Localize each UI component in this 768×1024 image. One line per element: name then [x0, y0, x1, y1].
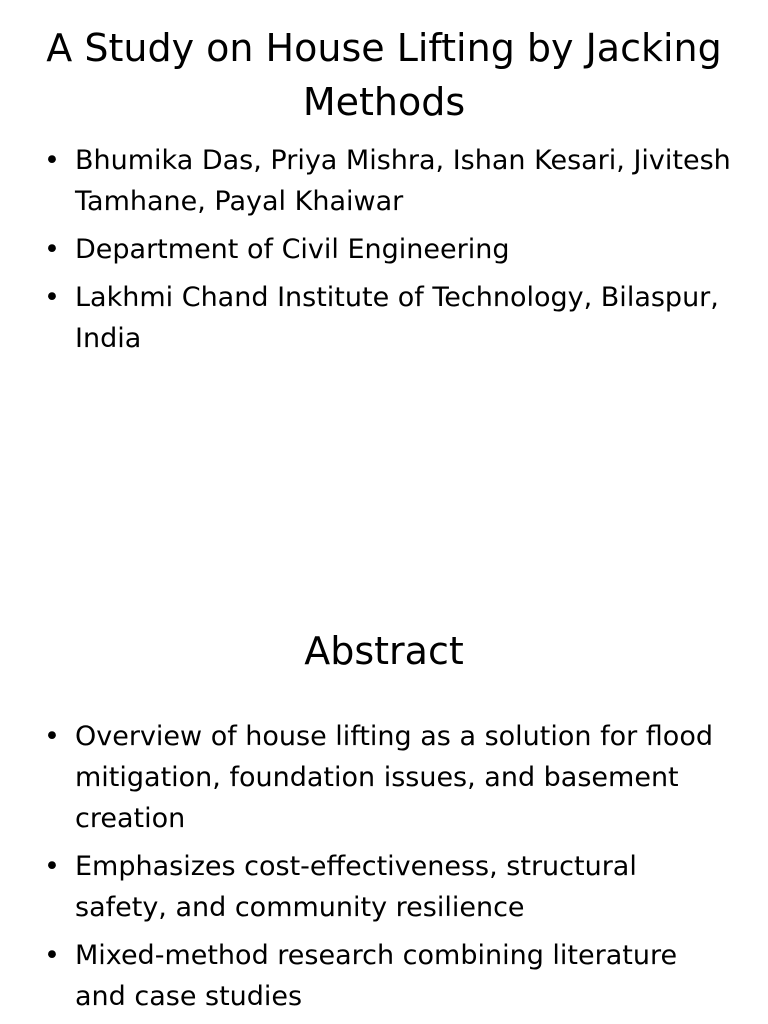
bullet-icon: • — [44, 145, 60, 176]
abstract-item — [44, 846, 734, 928]
abstract-item-text: Mixed-method research combining literature and case studies — [75, 940, 678, 1012]
bullet-icon: • — [44, 721, 60, 752]
abstract-item-text: Overview of house lifting as a solution for flood mitigation, foundation issues, and basement creation — [75, 721, 713, 834]
abstract-item — [44, 716, 734, 839]
bullet-icon: • — [44, 940, 60, 971]
bullet-icon: • — [44, 234, 60, 265]
bullet-icon: • — [44, 282, 60, 313]
abstract-slide — [0, 512, 768, 1024]
department-text: Department of Civil Engineering — [75, 234, 510, 265]
abstract-bullet-list — [44, 716, 734, 1024]
abstract-item — [44, 935, 734, 1017]
author-info-list — [44, 140, 734, 366]
authors-item — [44, 140, 734, 222]
paper-title: A Study on House Lifting by Jacking Methods — [46, 26, 722, 124]
abstract-item-text: Emphasizes cost-effectiveness, structural safety, and community resilience — [75, 851, 637, 923]
department-item — [44, 229, 734, 270]
institution-text: Lakhmi Chand Institute of Technology, Bilaspur, India — [75, 282, 719, 354]
institution-item — [44, 277, 734, 359]
bullet-icon: • — [44, 851, 60, 882]
abstract-heading: Abstract — [304, 629, 464, 673]
authors-text: Bhumika Das, Priya Mishra, Ishan Kesari, Jivitesh Tamhane, Payal Khaiwar — [75, 145, 731, 217]
